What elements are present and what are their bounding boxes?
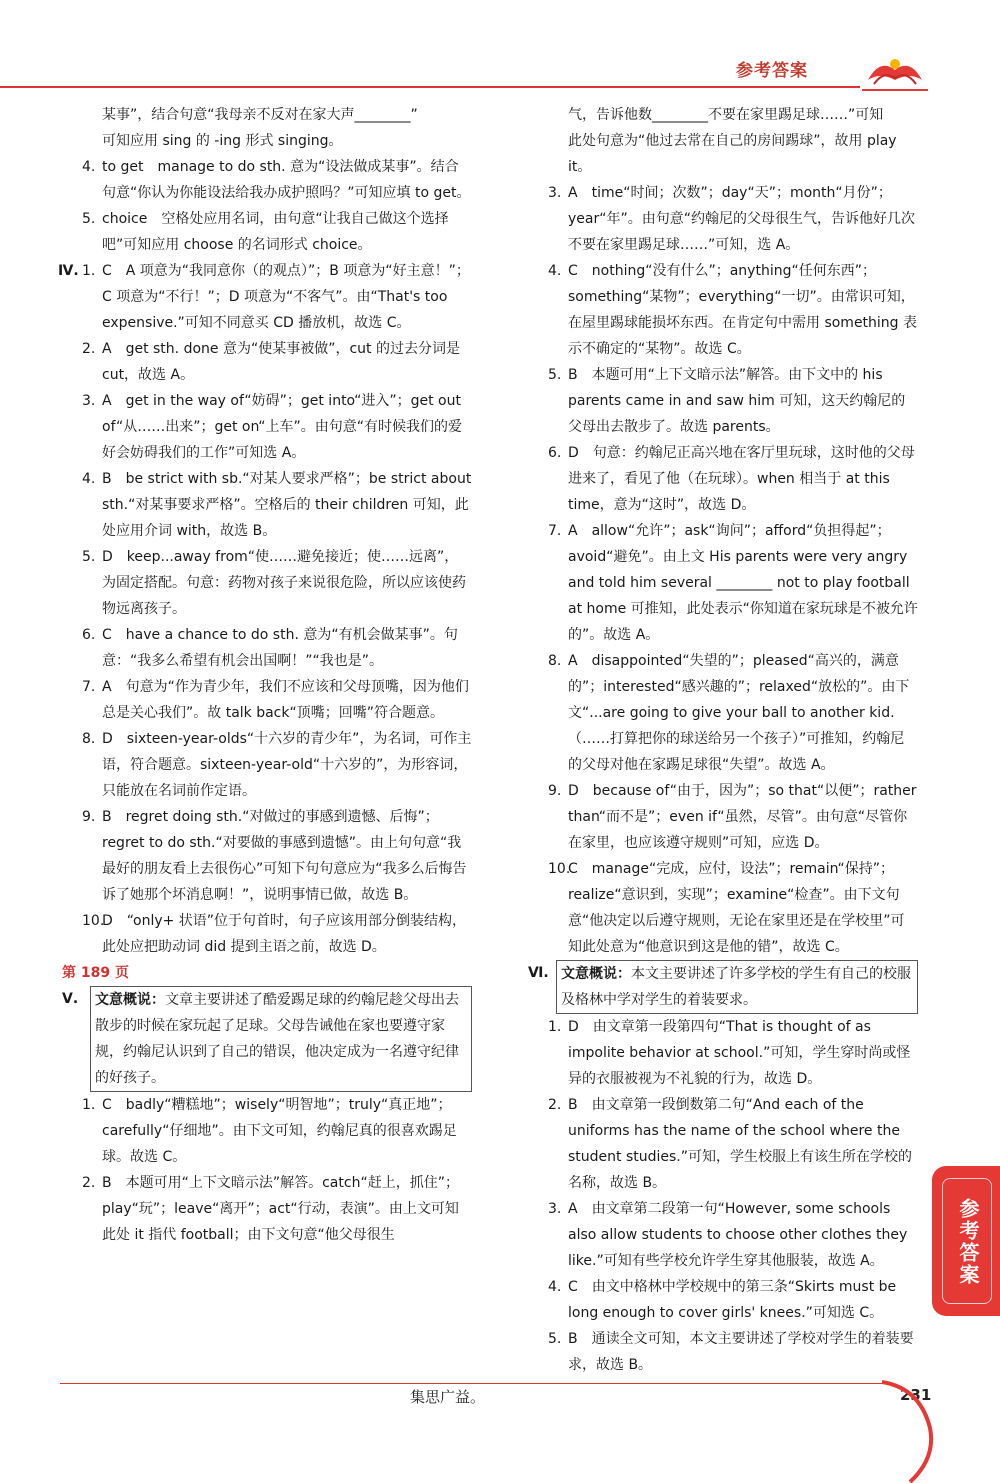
- answer-item: [62, 388, 472, 466]
- answer-item: [62, 674, 472, 726]
- answer-number: 7.: [548, 523, 562, 539]
- answer-text: A 句意为“作为青少年，我们不应该和父母顶嘴，因为他们总是关心我们”。故 talk back“顶嘴；回嘴”符合题意。: [102, 679, 469, 721]
- answer-text: C badly“糟糕地”；wisely“明智地”；truly“真正地”；carefully“仔细地”。由下文可知，约翰尼真的很喜欢踢足球。故选 C。: [102, 1097, 457, 1165]
- answer-text: choice 空格处应用名词，由句意“让我自己做这个选择吧”可知应用 choose 的名词形式 choice。: [102, 211, 449, 253]
- answer-item: [62, 336, 472, 388]
- answer-item: [62, 1170, 472, 1248]
- answer-text: A 由文章第二段第一句“However, some schools also allow students to choose other clothes they like.”可知有些学校允许学生穿其他服装，故选 A。: [568, 1201, 908, 1269]
- answer-text: D keep...away from“使……避免接近；使……远离”，为固定搭配。句意：药物对孩子来说很危险，所以应该使药物远离孩子。: [102, 549, 466, 617]
- answer-number: 6.: [82, 627, 96, 643]
- answer-text: B 通读全文可知，本文主要讲述了学校对学生的着装要求，故选 B。: [568, 1331, 914, 1373]
- summary-label: 文意概说：: [95, 992, 165, 1008]
- summary-label: 文意概说：: [561, 966, 631, 982]
- answer-item: [528, 518, 918, 648]
- answer-text: D sixteen-year-olds“十六岁的青少年”，为名词，可作主语，符合题意。sixteen-year-old“十六岁的”，为形容词，只能放在名词前作定语。: [102, 731, 472, 799]
- answer-text: A get in the way of“妨碍”；get into“进入”；get out of“从……出来”；get on“上车”。由句意“有时候我们的爱好会妨碍我们的工作”可知选 A。: [102, 393, 463, 461]
- answer-item: [528, 440, 918, 518]
- answer-item: [62, 466, 472, 544]
- answer-item: [528, 180, 918, 258]
- footer-rule: [60, 1383, 890, 1384]
- answer-text: A disappointed“失望的”；pleased“高兴的，满意的”；interested“感兴趣的”；relaxed“放松的”。由下文“...are going to give your ball to another kid.（……打算把你的球送给另一个孩子）”可推知，约翰尼的父母对他在家踢足球很“失望”。故选 A。: [568, 653, 910, 773]
- answer-number: 4.: [548, 1279, 562, 1295]
- answer-number: 3.: [548, 1201, 562, 1217]
- corner-swoosh-icon: [880, 1378, 940, 1483]
- answer-text: D 句意：约翰尼正高兴地在客厅里玩球，这时他的父母进来了，看见了他（在玩球）。when 相当于 at this time，意为“这时”，故选 D。: [568, 445, 915, 513]
- answer-text: C 由文中格林中学校规中的第三条“Skirts must be long enough to cover girls' knees.”可知选 C。: [568, 1279, 897, 1321]
- answer-text: B regret doing sth.“对做过的事感到遗憾、后悔”；regret to do sth.“对要做的事感到遗憾”。由上句句意“我最好的朋友看上去很伤心”可知下句句意应为“我多么后悔告诉了她那个坏消息啊！”，说明事情已做，故选 B。: [102, 809, 467, 903]
- answer-text: D “only+ 状语”位于句首时，句子应该用部分倒装结构，此处应把助动词 did 提到主语之前，故选 D。: [102, 913, 467, 955]
- answer-text: C nothing“没有什么”；anything“任何东西”；something“某物”；everything“一切”。由常识可知，在屋里踢球能损坏东西。在肯定句中需用 something 表示不确定的“某物”。故选 C。: [568, 263, 918, 357]
- answer-number: 2.: [82, 341, 96, 357]
- answer-text: A time“时间；次数”；day“天”；month“月份”；year“年”。由句意“约翰尼的父母很生气，告诉他好几次不要在家里踢足球……”可知，选 A。: [568, 185, 915, 253]
- footer-slogan: 集思广益。: [410, 1388, 486, 1406]
- answer-item: [62, 544, 472, 622]
- answer-number: 5.: [548, 1331, 562, 1347]
- answer-item: [528, 1274, 918, 1326]
- answer-item: [528, 1326, 918, 1378]
- answer-item: [528, 1196, 918, 1274]
- answer-text: D because of“由于，因为”；so that“以便”；rather than“而不是”；even if“虽然，尽管”。由句意“尽管你在家里，也应该遵守规则”可知，应选 D。: [568, 783, 917, 851]
- answer-item: [528, 648, 918, 778]
- answer-item: [528, 856, 918, 960]
- continued-text: [528, 102, 918, 180]
- page-number: 231: [900, 1386, 932, 1404]
- summary-text: 本文主要讲述了许多学校的学生有自己的校服及格林中学对学生的着装要求。: [561, 966, 911, 1008]
- answer-text: C have a chance to do sth. 意为“有机会做某事”。句意：“我多么希望有机会出国啊！”“我也是”。: [102, 627, 458, 669]
- answer-item: [62, 206, 472, 258]
- answer-number: 4.: [82, 159, 96, 175]
- answer-item: [58, 258, 472, 336]
- text-line: it。: [568, 159, 592, 175]
- text-line: 可知应用 sing 的 -ing 形式 singing。: [102, 133, 343, 149]
- text-line: 气，告诉他数________不要在家里踢足球……”可知: [568, 107, 884, 123]
- answer-number: 9.: [548, 783, 562, 799]
- answer-item: [528, 778, 918, 856]
- section-numeral: Ⅳ.: [58, 263, 79, 279]
- answer-item: [528, 362, 918, 440]
- continued-text: [62, 102, 472, 154]
- summary-box: [90, 986, 472, 1092]
- answer-number: 1.: [82, 1097, 96, 1113]
- header-title: 参考答案: [736, 61, 808, 81]
- summary-box: [556, 960, 918, 1014]
- text-line: 某事”，结合句意“我母亲不反对在家大声________”: [102, 107, 418, 123]
- header-rule: [0, 86, 860, 88]
- left-column: [58, 102, 472, 1248]
- answer-number: 1.: [82, 263, 96, 279]
- text-line: 此处句意为“他过去常在自己的房间踢球”，故用 play: [568, 133, 897, 149]
- answer-item: [528, 258, 918, 362]
- summary-text: 文章主要讲述了酷爱踢足球的约翰尼趁父母出去散步的时候在家玩起了足球。父母告诫他在家也要遵守家规，约翰尼认识到了自己的错误，他决定成为一名遵守纪律的好孩子。: [95, 992, 459, 1086]
- answer-number: 5.: [548, 367, 562, 383]
- answer-text: C manage“完成，应付，设法”；remain“保持”；realize“意识到，实现”；examine“检查”。由下文句意“他决定以后遵守规则，无论在家里还是在学校里”可知此处意为“他意识到这是他的错”，故选 C。: [568, 861, 905, 955]
- answer-text: B be strict with sb.“对某人要求严格”；be strict about sth.“对某事要求严格”。空格后的 their children 可知，此处应用介词 with，故选 B。: [102, 471, 472, 539]
- answer-text: A get sth. done 意为“使某事被做”，cut 的过去分词是 cut，故选 A。: [102, 341, 460, 383]
- answer-item: [62, 1092, 472, 1170]
- answer-item: [62, 804, 472, 908]
- answer-item: [528, 1014, 918, 1092]
- answer-number: 10.: [82, 913, 105, 929]
- answer-number: 5.: [82, 549, 96, 565]
- answer-number: 2.: [548, 1097, 562, 1113]
- book-logo-icon: [860, 50, 930, 100]
- right-column: [528, 102, 918, 1378]
- answer-item: [62, 726, 472, 804]
- answer-number: 9.: [82, 809, 96, 825]
- answer-number: 4.: [548, 263, 562, 279]
- answer-text: B 本题可用“上下文暗示法”解答。由下文中的 his parents came in and saw him 可知，这天约翰尼的父母出去散步了。故选 parents。: [568, 367, 906, 435]
- answer-text: to get manage to do sth. 意为“设法做成某事”。结合句意“你认为你能设法给我办成护照吗？”可知应填 to get。: [102, 159, 471, 201]
- answer-text: B 本题可用“上下文暗示法”解答。catch“赶上，抓住”；play“玩”；leave“离开”；act“行动，表演”。由上文可知此处 it 指代 football；由下文句意“他父母很生: [102, 1175, 459, 1243]
- side-tab-label: 参考答案: [956, 1198, 980, 1286]
- answer-text: B 由文章第一段倒数第二句“And each of the uniforms has the name of the school where the student studies.”可知，学生校服上有该生所在学校的名称，故选 B。: [568, 1097, 913, 1191]
- summary-section: [62, 986, 472, 1092]
- answer-text: D 由文章第一段第四句“That is thought of as impolite behavior at school.”可知，学生穿时尚或怪异的衣服被视为不礼貌的行为，故选 D。: [568, 1019, 911, 1087]
- answer-number: 5.: [82, 211, 96, 227]
- answer-number: 2.: [82, 1175, 96, 1191]
- answer-number: 8.: [548, 653, 562, 669]
- answer-item: [62, 622, 472, 674]
- answer-number: 6.: [548, 445, 562, 461]
- answer-number: 4.: [82, 471, 96, 487]
- answer-text: A allow“允许”；ask“询问”；afford“负担得起”；avoid“避免”。由上文 His parents were very angry and told him several ________ not to play football at home 可推知，此处表示“你知道在家玩球是不被允许的”。故选 A。: [568, 523, 918, 643]
- answer-number: 3.: [548, 185, 562, 201]
- answer-item: [62, 908, 472, 960]
- answer-number: 3.: [82, 393, 96, 409]
- answer-text: C A 项意为“我同意你（的观点）”；B 项意为“好主意！”；C 项意为“不行！”；D 项意为“不客气”。由“That's too expensive.”可知不同意买 CD 播放机，故选 C。: [102, 263, 470, 331]
- summary-section: [528, 960, 918, 1014]
- section-numeral: Ⅵ.: [528, 965, 549, 981]
- page-header: [0, 0, 1000, 100]
- answer-number: 1.: [548, 1019, 562, 1035]
- answer-number: 7.: [82, 679, 96, 695]
- section-numeral: Ⅴ.: [62, 991, 79, 1007]
- answer-item: [528, 1092, 918, 1196]
- answer-number: 8.: [82, 731, 96, 747]
- answer-item: [62, 154, 472, 206]
- answer-number: 10.: [548, 861, 571, 877]
- page-label: 第 189 页: [62, 965, 129, 981]
